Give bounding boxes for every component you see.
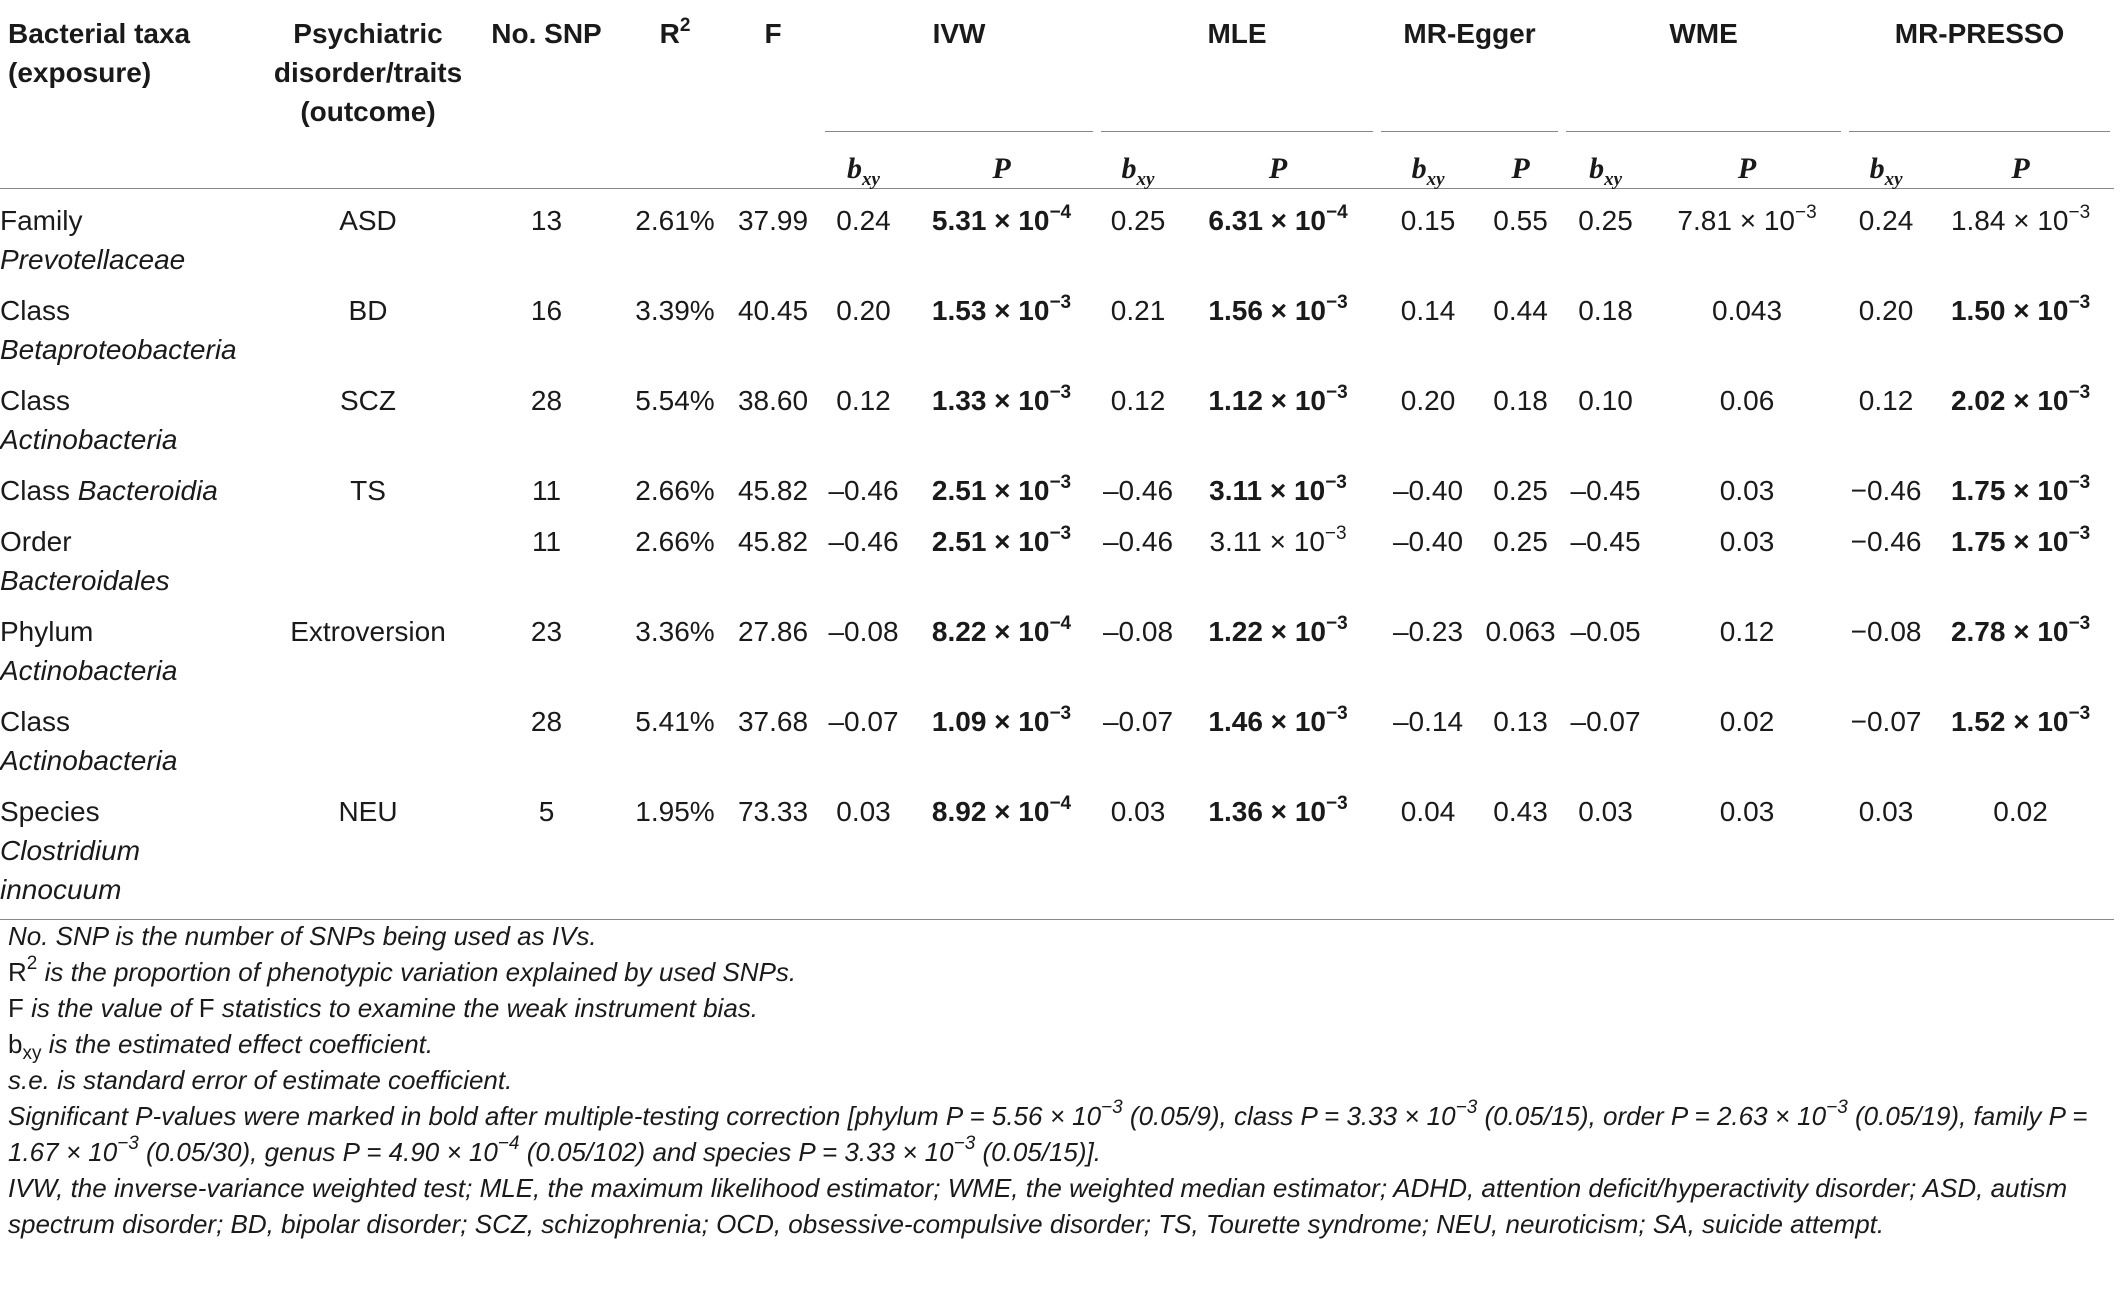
- cell-egger-b: 0.20: [1400, 385, 1456, 416]
- cell-ivw-p: $1.53 \times 10^{-3}$: [931, 291, 1072, 326]
- cell-taxa: Class Actinobacteria: [0, 706, 178, 776]
- header-f: F: [764, 18, 782, 49]
- cell-f: 27.86: [737, 616, 809, 647]
- cell-wme-p: 0.03: [1719, 475, 1775, 506]
- cell-mle-p: $6.31 \times 10^{-4}$: [1208, 201, 1348, 236]
- cell-presso-p: $1.50 \times 10^{-3}$: [1950, 291, 2091, 326]
- cell-wme-b: 0.03: [1562, 780, 1649, 920]
- footnote-f: F is the value of F statistics to examine the weak instrument bias.: [8, 993, 759, 1023]
- cell-egger-p: 0.55: [1493, 205, 1548, 236]
- table-row: [0, 459, 2114, 510]
- cell-taxa: Class Betaproteobacteria: [0, 295, 237, 365]
- cell-r2: 2.66%: [635, 526, 715, 557]
- cell-nsnp: 13: [530, 205, 563, 236]
- cell-f: 38.60: [737, 385, 809, 416]
- cell-ivw-p: $1.09 \times 10^{-3}$: [931, 702, 1072, 737]
- cell-presso-p: $1.84 \times 10^{-3}$: [1950, 201, 2091, 236]
- cell-ivw-p: $5.31 \times 10^{-4}$: [931, 201, 1072, 236]
- subheader-egger-b: $b_{xy}$: [1377, 149, 1479, 189]
- cell-f: 45.82: [737, 526, 809, 557]
- cell-taxa: Family Prevotellaceae: [0, 205, 186, 275]
- cell-nsnp: 28: [530, 385, 563, 416]
- cell-egger-b: –0.14: [1392, 706, 1464, 737]
- cell-taxa: Phylum Actinobacteria: [0, 616, 178, 686]
- table-body: [0, 189, 2114, 920]
- cell-mle-p: $1.22 \times 10^{-3}$: [1208, 612, 1348, 647]
- cell-mle-p: $1.46 \times 10^{-3}$: [1208, 702, 1348, 737]
- cell-mle-p: $1.12 \times 10^{-3}$: [1208, 381, 1348, 416]
- subheader-wme-b: $b_{xy}$: [1562, 149, 1649, 189]
- cell-wme-b: –0.07: [1570, 706, 1641, 737]
- cell-nsnp: 23: [530, 616, 563, 647]
- footnote-bxy: $b_{xy}$ is the estimated effect coefficient.: [8, 1029, 434, 1065]
- header-group-mle: MLE: [1207, 18, 1267, 49]
- cell-presso-b: 0.12: [1858, 385, 1914, 416]
- header-r2: $R^2$: [659, 14, 691, 49]
- table-row: [0, 369, 2114, 459]
- cell-mle-p: $1.36 \times 10^{-3}$: [1179, 780, 1377, 920]
- cell-wme-b: –0.05: [1570, 616, 1641, 647]
- cell-nsnp: 11: [531, 475, 562, 506]
- cell-f: 37.68: [737, 706, 809, 737]
- cell-nsnp: 16: [530, 295, 563, 326]
- subheader-egger-p: P: [1479, 149, 1562, 189]
- cell-ivw-b: 0.03: [821, 780, 906, 920]
- cell-ivw-b: 0.12: [836, 385, 891, 416]
- cell-mle-b: –0.46: [1102, 526, 1174, 557]
- footnote-r2: $R^2$ is the proportion of phenotypic variation explained by used SNPs.: [8, 953, 797, 987]
- cell-egger-p: 0.43: [1479, 780, 1562, 920]
- cell-ivw-b: –0.46: [828, 475, 899, 506]
- cell-egger-p: 0.18: [1493, 385, 1548, 416]
- cell-outcome: NEU: [268, 780, 468, 920]
- cell-ivw-p: $2.51 \times 10^{-3}$: [931, 522, 1072, 557]
- cell-presso-b: −0.46: [1850, 526, 1922, 557]
- cell-r2: 3.36%: [635, 616, 715, 647]
- cell-egger-b: –0.40: [1392, 475, 1464, 506]
- cell-mle-b: –0.07: [1102, 706, 1174, 737]
- header-taxa: Bacterial taxa (exposure): [8, 18, 191, 88]
- cell-mle-p: $1.56 \times 10^{-3}$: [1208, 291, 1348, 326]
- cell-r2: 5.54%: [635, 385, 715, 416]
- cell-mle-b: –0.08: [1102, 616, 1174, 647]
- cell-f: 40.45: [737, 295, 809, 326]
- header-nsnp: No. SNP: [491, 18, 602, 49]
- cell-outcome: [268, 690, 468, 780]
- cell-wme-p: 0.043: [1712, 295, 1783, 326]
- cell-presso-b: 0.20: [1858, 295, 1914, 326]
- cell-wme-p: 0.03: [1649, 780, 1845, 920]
- table-row: [0, 279, 2114, 369]
- cell-wme-p: 0.03: [1719, 526, 1775, 557]
- cell-mle-p: $3.11 \times 10^{-3}$: [1209, 522, 1347, 557]
- group-rule-wme: [1566, 131, 1841, 132]
- group-rule-presso: [1849, 131, 2110, 132]
- header-group-egger: MR-Egger: [1403, 18, 1536, 49]
- cell-r2: 1.95%: [625, 780, 725, 920]
- cell-egger-p: 0.44: [1493, 295, 1548, 326]
- cell-r2: 2.66%: [635, 475, 715, 506]
- cell-presso-p: $1.52 \times 10^{-3}$: [1950, 702, 2091, 737]
- subheader-wme-p: P: [1649, 149, 1845, 189]
- cell-ivw-b: 0.20: [836, 295, 891, 326]
- header-group-presso: MR-PRESSO: [1894, 18, 2065, 49]
- cell-egger-p: 0.13: [1493, 706, 1548, 737]
- cell-wme-b: –0.45: [1570, 526, 1641, 557]
- footnote-se: s.e. is standard error of estimate coefficient.: [8, 1065, 513, 1095]
- cell-mle-b: 0.21: [1110, 295, 1166, 326]
- cell-ivw-b: –0.46: [828, 526, 899, 557]
- cell-presso-b: 0.24: [1858, 205, 1914, 236]
- cell-outcome: BD: [348, 295, 388, 326]
- subheader-mle-p: P: [1179, 149, 1377, 189]
- cell-presso-p: $2.02 \times 10^{-3}$: [1950, 381, 2091, 416]
- cell-presso-b: −0.46: [1850, 475, 1922, 506]
- cell-f: 45.82: [737, 475, 809, 506]
- cell-presso-b: −0.07: [1850, 706, 1922, 737]
- header-disorder: Psychiatric disorder/traits (outcome): [273, 18, 463, 127]
- cell-taxa: Order Bacteroidales: [0, 526, 170, 596]
- cell-outcome: SCZ: [340, 385, 396, 416]
- table-row: [0, 780, 2114, 920]
- table-footnotes: [8, 918, 2114, 1242]
- cell-wme-p: 0.06: [1719, 385, 1775, 416]
- cell-f: 37.99: [737, 205, 809, 236]
- cell-presso-b: −0.08: [1850, 616, 1922, 647]
- cell-outcome: TS: [350, 475, 386, 506]
- cell-outcome: ASD: [339, 205, 397, 236]
- header-group-ivw: IVW: [932, 18, 986, 49]
- cell-egger-p: 0.063: [1485, 616, 1556, 647]
- footnote-abbreviations: IVW, the inverse-variance weighted test; MLE, the maximum likelihood estimator; WME, the weighted median estimator; ADHD, attention deficit/hyperactivity disorder; ASD, autism spectrum disorder; BD, bipolar disorder; SCZ, schizophrenia; OCD, obsessive-compulsive disorder; TS, Tourette syndrome; NEU, neuroticism; SA, suicide attempt.: [8, 1173, 2068, 1239]
- cell-egger-b: 0.15: [1400, 205, 1456, 236]
- cell-egger-b: 0.04: [1377, 780, 1479, 920]
- cell-wme-p: 0.12: [1719, 616, 1775, 647]
- cell-wme-b: 0.18: [1578, 295, 1633, 326]
- group-rule-egger: [1381, 131, 1558, 132]
- cell-wme-b: –0.45: [1570, 475, 1641, 506]
- group-rule-mle: [1101, 131, 1373, 132]
- subheader-mle-b: $b_{xy}$: [1097, 149, 1179, 189]
- cell-mle-p: $3.11 \times 10^{-3}$: [1209, 471, 1347, 506]
- cell-presso-b: 0.03: [1845, 780, 1927, 920]
- cell-outcome: [268, 510, 468, 600]
- cell-wme-b: 0.10: [1578, 385, 1633, 416]
- mr-results-table: [0, 14, 2114, 920]
- cell-outcome: Extroversion: [290, 616, 446, 647]
- cell-mle-b: 0.03: [1097, 780, 1179, 920]
- header-group-wme: WME: [1669, 18, 1738, 49]
- cell-ivw-b: –0.07: [828, 706, 899, 737]
- cell-taxa: Class Bacteroidia: [0, 475, 218, 506]
- cell-ivw-p: $8.92 \times 10^{-4}$: [906, 780, 1097, 920]
- cell-nsnp: 11: [531, 526, 562, 557]
- cell-egger-b: 0.14: [1400, 295, 1456, 326]
- cell-taxa: Class Actinobacteria: [0, 385, 178, 455]
- cell-r2: 2.61%: [635, 205, 715, 236]
- cell-egger-p: 0.25: [1493, 526, 1548, 557]
- table-header: [0, 14, 2114, 189]
- cell-r2: 5.41%: [635, 706, 715, 737]
- cell-mle-b: 0.12: [1110, 385, 1166, 416]
- footnote-significance: Significant P-values were marked in bold after multiple-testing correction [phylum $P = 5.56 \times 10^{-3}$ (0.05/9), class $P = 3.33 \times 10^{-3}$ (0.05/15), order $P = 2.63 \times 10^{-3}$ (0.05/19), family $P = 1.67 \times 10^{-3}$ (0.05/30), genus $P = 4.90 \times 10^{-4}$ (0.05/102) and species $P = 3.33 \times 10^{-3}$ (0.05/15)].: [8, 1097, 2088, 1167]
- group-rule-ivw: [825, 131, 1093, 132]
- subheader-presso-b: $b_{xy}$: [1845, 149, 1927, 189]
- cell-presso-p: $1.75 \times 10^{-3}$: [1950, 522, 2091, 557]
- cell-presso-p: 0.02: [1927, 780, 2114, 920]
- cell-nsnp: 28: [530, 706, 563, 737]
- cell-f: 73.33: [725, 780, 821, 920]
- table-row: [0, 189, 2114, 280]
- subheader-presso-p: P: [1927, 149, 2114, 189]
- cell-presso-p: $2.78 \times 10^{-3}$: [1950, 612, 2091, 647]
- table-row: [0, 690, 2114, 780]
- cell-ivw-p: $8.22 \times 10^{-4}$: [931, 612, 1072, 647]
- cell-taxa: Species Clostridium innocuum: [0, 780, 268, 920]
- cell-ivw-p: $2.51 \times 10^{-3}$: [931, 471, 1072, 506]
- subheader-ivw-b: $b_{xy}$: [821, 149, 906, 189]
- cell-wme-b: 0.25: [1578, 205, 1633, 236]
- cell-r2: 3.39%: [635, 295, 715, 326]
- footnote-nsnp: No. SNP is the number of SNPs being used as IVs.: [8, 921, 597, 951]
- table-row: [0, 510, 2114, 600]
- table-row: [0, 600, 2114, 690]
- cell-egger-b: –0.40: [1392, 526, 1464, 557]
- subheader-ivw-p: P: [906, 149, 1097, 189]
- cell-mle-b: 0.25: [1110, 205, 1166, 236]
- cell-ivw-p: $1.33 \times 10^{-3}$: [931, 381, 1072, 416]
- cell-wme-p: 0.02: [1719, 706, 1775, 737]
- cell-ivw-b: –0.08: [828, 616, 899, 647]
- cell-ivw-b: 0.24: [836, 205, 891, 236]
- cell-presso-p: $1.75 \times 10^{-3}$: [1950, 471, 2091, 506]
- cell-nsnp: 5: [468, 780, 625, 920]
- cell-mle-b: –0.46: [1102, 475, 1174, 506]
- cell-wme-p: $7.81 \times 10^{-3}$: [1677, 201, 1817, 236]
- cell-egger-b: –0.23: [1392, 616, 1464, 647]
- cell-egger-p: 0.25: [1493, 475, 1548, 506]
